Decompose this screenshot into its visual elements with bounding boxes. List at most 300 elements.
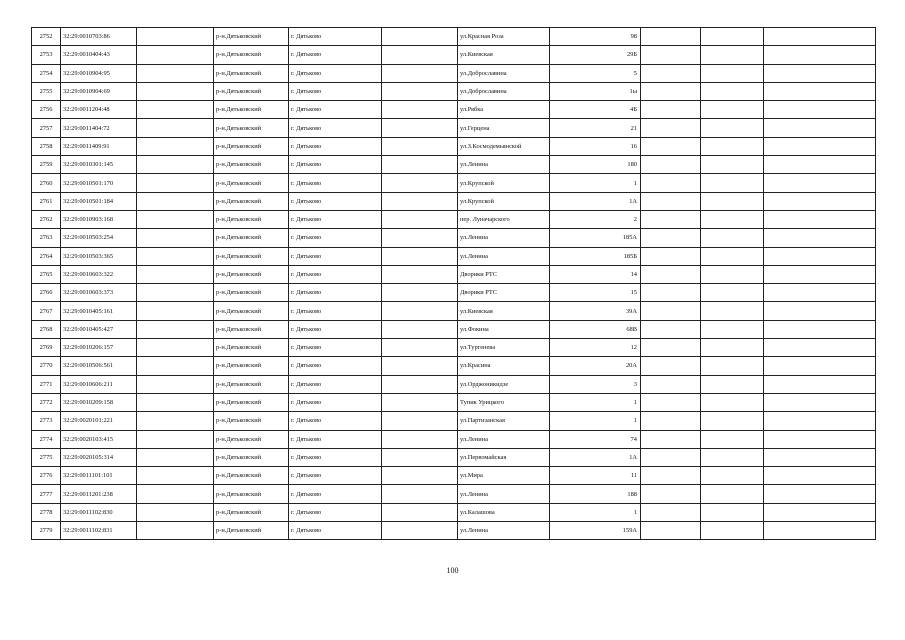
city-cell: г. Дятьково xyxy=(289,302,382,320)
city-cell: г. Дятьково xyxy=(289,448,382,466)
city-cell: г. Дятьково xyxy=(289,101,382,119)
house-number-cell: 29Б xyxy=(550,46,641,64)
empty-cell xyxy=(701,430,764,448)
empty-cell xyxy=(641,339,701,357)
empty-cell xyxy=(382,174,458,192)
empty-cell xyxy=(764,265,876,283)
empty-cell xyxy=(382,192,458,210)
empty-cell xyxy=(137,192,214,210)
empty-cell xyxy=(764,522,876,540)
empty-cell xyxy=(701,467,764,485)
empty-cell xyxy=(137,503,214,521)
empty-cell xyxy=(137,357,214,375)
house-number-cell: 3 xyxy=(550,375,641,393)
empty-cell xyxy=(641,101,701,119)
row-number-cell: 2762 xyxy=(32,210,61,228)
street-cell: ул.Рябка xyxy=(458,101,550,119)
empty-cell xyxy=(701,101,764,119)
city-cell: г. Дятьково xyxy=(289,174,382,192)
empty-cell xyxy=(764,101,876,119)
empty-cell xyxy=(701,156,764,174)
row-number-cell: 2758 xyxy=(32,137,61,155)
empty-cell xyxy=(701,503,764,521)
cadastral-number-cell: 32:29:0011102:831 xyxy=(61,522,137,540)
table-row xyxy=(32,284,876,302)
empty-cell xyxy=(701,375,764,393)
house-number-cell: 188 xyxy=(550,485,641,503)
empty-cell xyxy=(137,375,214,393)
empty-cell xyxy=(764,210,876,228)
empty-cell xyxy=(764,448,876,466)
city-cell: г. Дятьково xyxy=(289,375,382,393)
empty-cell xyxy=(701,46,764,64)
empty-cell xyxy=(641,375,701,393)
empty-cell xyxy=(701,64,764,82)
empty-cell xyxy=(641,522,701,540)
empty-cell xyxy=(137,448,214,466)
table-row xyxy=(32,375,876,393)
house-number-cell: 15 xyxy=(550,284,641,302)
district-cell: р-н.Дятьковский xyxy=(214,137,289,155)
street-cell: ул.Партизанская xyxy=(458,412,550,430)
cadastral-number-cell: 32:29:0010209:158 xyxy=(61,393,137,411)
house-number-cell: 12 xyxy=(550,339,641,357)
table-row xyxy=(32,64,876,82)
city-cell: г. Дятьково xyxy=(289,412,382,430)
empty-cell xyxy=(137,210,214,228)
empty-cell xyxy=(382,339,458,357)
house-number-cell: 11 xyxy=(550,467,641,485)
city-cell: г. Дятьково xyxy=(289,522,382,540)
empty-cell xyxy=(701,192,764,210)
empty-cell xyxy=(701,302,764,320)
cadastral-number-cell: 32:29:0020105:314 xyxy=(61,448,137,466)
empty-cell xyxy=(137,265,214,283)
city-cell: г. Дятьково xyxy=(289,284,382,302)
city-cell: г. Дятьково xyxy=(289,320,382,338)
table-row xyxy=(32,339,876,357)
cadastral-number-cell: 32:29:0010301:145 xyxy=(61,156,137,174)
table-row xyxy=(32,265,876,283)
district-cell: р-н.Дятьковский xyxy=(214,485,289,503)
street-cell: ул.Герцена xyxy=(458,119,550,137)
empty-cell xyxy=(641,430,701,448)
city-cell: г. Дятьково xyxy=(289,503,382,521)
city-cell: г. Дятьково xyxy=(289,247,382,265)
row-number-cell: 2753 xyxy=(32,46,61,64)
row-number-cell: 2755 xyxy=(32,82,61,100)
city-cell: г. Дятьково xyxy=(289,339,382,357)
city-cell: г. Дятьково xyxy=(289,156,382,174)
house-number-cell: 16 xyxy=(550,137,641,155)
empty-cell xyxy=(137,467,214,485)
street-cell: ул.Калашова xyxy=(458,503,550,521)
house-number-cell: 98 xyxy=(550,28,641,46)
empty-cell xyxy=(764,503,876,521)
cadastral-number-cell: 32:29:0010405:427 xyxy=(61,320,137,338)
row-number-cell: 2773 xyxy=(32,412,61,430)
empty-cell xyxy=(764,46,876,64)
table-row xyxy=(32,357,876,375)
empty-cell xyxy=(764,320,876,338)
house-number-cell: 1 xyxy=(550,174,641,192)
empty-cell xyxy=(137,64,214,82)
empty-cell xyxy=(641,137,701,155)
empty-cell xyxy=(641,302,701,320)
empty-cell xyxy=(382,357,458,375)
cadastral-number-cell: 32:29:0020101:221 xyxy=(61,412,137,430)
empty-cell xyxy=(701,82,764,100)
street-cell: ул.Киевская xyxy=(458,302,550,320)
row-number-cell: 2754 xyxy=(32,64,61,82)
table-row xyxy=(32,229,876,247)
street-cell: ул.Ленина xyxy=(458,522,550,540)
street-cell: ул.Красная Роза xyxy=(458,28,550,46)
street-cell: ул.Первомайская xyxy=(458,448,550,466)
table-row xyxy=(32,101,876,119)
empty-cell xyxy=(764,339,876,357)
row-number-cell: 2769 xyxy=(32,339,61,357)
table-row xyxy=(32,302,876,320)
table-row xyxy=(32,210,876,228)
house-number-cell: 68В xyxy=(550,320,641,338)
city-cell: г. Дятьково xyxy=(289,265,382,283)
empty-cell xyxy=(641,357,701,375)
empty-cell xyxy=(764,119,876,137)
cadastral-number-cell: 32:29:0010603:373 xyxy=(61,284,137,302)
house-number-cell: 2 xyxy=(550,210,641,228)
empty-cell xyxy=(382,229,458,247)
house-number-cell: 1А xyxy=(550,192,641,210)
empty-cell xyxy=(137,430,214,448)
empty-cell xyxy=(137,339,214,357)
row-number-cell: 2778 xyxy=(32,503,61,521)
empty-cell xyxy=(137,485,214,503)
row-number-cell: 2756 xyxy=(32,101,61,119)
district-cell: р-н.Дятьковский xyxy=(214,430,289,448)
district-cell: р-н.Дятьковский xyxy=(214,210,289,228)
district-cell: р-н.Дятьковский xyxy=(214,467,289,485)
cadastral-number-cell: 32:29:0011201:238 xyxy=(61,485,137,503)
street-cell: ул.З.Космодемьянской xyxy=(458,137,550,155)
city-cell: г. Дятьково xyxy=(289,64,382,82)
cadastral-number-cell: 32:29:0011102:830 xyxy=(61,503,137,521)
district-cell: р-н.Дятьковский xyxy=(214,522,289,540)
table-row xyxy=(32,485,876,503)
street-cell: ул.Доброславина xyxy=(458,64,550,82)
empty-cell xyxy=(764,82,876,100)
cadastral-number-cell: 32:29:0010501:184 xyxy=(61,192,137,210)
table-row xyxy=(32,82,876,100)
house-number-cell: 4Б xyxy=(550,101,641,119)
street-cell: ул.Тургенева xyxy=(458,339,550,357)
house-number-cell: 1А xyxy=(550,448,641,466)
empty-cell xyxy=(382,156,458,174)
empty-cell xyxy=(382,393,458,411)
street-cell: ул.Орджоникидзе xyxy=(458,375,550,393)
row-number-cell: 2763 xyxy=(32,229,61,247)
street-cell: ул.Фокина xyxy=(458,320,550,338)
cadastral-number-cell: 32:29:0010206:157 xyxy=(61,339,137,357)
empty-cell xyxy=(382,485,458,503)
cadastral-number-cell: 32:29:0010503:254 xyxy=(61,229,137,247)
empty-cell xyxy=(764,467,876,485)
empty-cell xyxy=(137,522,214,540)
house-number-cell: 21 xyxy=(550,119,641,137)
district-cell: р-н.Дятьковский xyxy=(214,119,289,137)
district-cell: р-н.Дятьковский xyxy=(214,412,289,430)
house-number-cell: 1 xyxy=(550,503,641,521)
table-row xyxy=(32,156,876,174)
street-cell: ул.Мира xyxy=(458,467,550,485)
table-row xyxy=(32,522,876,540)
row-number-cell: 2768 xyxy=(32,320,61,338)
cadastral-number-cell: 32:29:0020103:415 xyxy=(61,430,137,448)
district-cell: р-н.Дятьковский xyxy=(214,284,289,302)
empty-cell xyxy=(701,210,764,228)
empty-cell xyxy=(137,101,214,119)
house-number-cell: 74 xyxy=(550,430,641,448)
cadastral-number-cell: 32:29:0010503:365 xyxy=(61,247,137,265)
empty-cell xyxy=(137,393,214,411)
district-cell: р-н.Дятьковский xyxy=(214,82,289,100)
house-number-cell: 159А xyxy=(550,522,641,540)
empty-cell xyxy=(764,375,876,393)
empty-cell xyxy=(137,28,214,46)
empty-cell xyxy=(137,82,214,100)
cadastral-number-cell: 32:29:0010405:161 xyxy=(61,302,137,320)
empty-cell xyxy=(701,284,764,302)
empty-cell xyxy=(382,320,458,338)
empty-cell xyxy=(641,192,701,210)
city-cell: г. Дятьково xyxy=(289,430,382,448)
empty-cell xyxy=(641,503,701,521)
empty-cell xyxy=(641,229,701,247)
empty-cell xyxy=(382,64,458,82)
empty-cell xyxy=(641,448,701,466)
empty-cell xyxy=(137,174,214,192)
empty-cell xyxy=(701,522,764,540)
empty-cell xyxy=(382,46,458,64)
empty-cell xyxy=(764,28,876,46)
district-cell: р-н.Дятьковский xyxy=(214,247,289,265)
registry-table xyxy=(31,27,876,540)
empty-cell xyxy=(764,357,876,375)
empty-cell xyxy=(701,265,764,283)
house-number-cell: 180 xyxy=(550,156,641,174)
empty-cell xyxy=(641,265,701,283)
cadastral-number-cell: 32:29:0010904:69 xyxy=(61,82,137,100)
table-row xyxy=(32,412,876,430)
house-number-cell: 1ы xyxy=(550,82,641,100)
table-row xyxy=(32,320,876,338)
house-number-cell: 20А xyxy=(550,357,641,375)
row-number-cell: 2759 xyxy=(32,156,61,174)
cadastral-number-cell: 32:29:0010501:170 xyxy=(61,174,137,192)
cadastral-number-cell: 32:29:0011101:101 xyxy=(61,467,137,485)
street-cell: ул.Ленина xyxy=(458,430,550,448)
empty-cell xyxy=(382,284,458,302)
empty-cell xyxy=(137,412,214,430)
table-row xyxy=(32,137,876,155)
empty-cell xyxy=(641,284,701,302)
empty-cell xyxy=(382,448,458,466)
empty-cell xyxy=(641,28,701,46)
empty-cell xyxy=(701,448,764,466)
house-number-cell: 185А xyxy=(550,229,641,247)
empty-cell xyxy=(641,485,701,503)
table-row xyxy=(32,467,876,485)
street-cell: ул.Ленина xyxy=(458,247,550,265)
street-cell: ул.Крупской xyxy=(458,174,550,192)
empty-cell xyxy=(764,137,876,155)
district-cell: р-н.Дятьковский xyxy=(214,393,289,411)
empty-cell xyxy=(641,64,701,82)
empty-cell xyxy=(641,247,701,265)
cadastral-number-cell: 32:29:0010703:86 xyxy=(61,28,137,46)
empty-cell xyxy=(764,247,876,265)
district-cell: р-н.Дятьковский xyxy=(214,357,289,375)
house-number-cell: 1 xyxy=(550,393,641,411)
empty-cell xyxy=(764,284,876,302)
district-cell: р-н.Дятьковский xyxy=(214,101,289,119)
empty-cell xyxy=(764,156,876,174)
empty-cell xyxy=(764,192,876,210)
district-cell: р-н.Дятьковский xyxy=(214,192,289,210)
district-cell: р-н.Дятьковский xyxy=(214,265,289,283)
empty-cell xyxy=(764,412,876,430)
row-number-cell: 2757 xyxy=(32,119,61,137)
empty-cell xyxy=(137,320,214,338)
district-cell: р-н.Дятьковский xyxy=(214,229,289,247)
cadastral-number-cell: 32:29:0010606:211 xyxy=(61,375,137,393)
empty-cell xyxy=(382,247,458,265)
district-cell: р-н.Дятьковский xyxy=(214,174,289,192)
row-number-cell: 2761 xyxy=(32,192,61,210)
row-number-cell: 2760 xyxy=(32,174,61,192)
cadastral-number-cell: 32:29:0010903:168 xyxy=(61,210,137,228)
empty-cell xyxy=(764,229,876,247)
empty-cell xyxy=(641,82,701,100)
cadastral-number-cell: 32:29:0010506:561 xyxy=(61,357,137,375)
empty-cell xyxy=(764,302,876,320)
district-cell: р-н.Дятьковский xyxy=(214,46,289,64)
district-cell: р-н.Дятьковский xyxy=(214,448,289,466)
empty-cell xyxy=(764,64,876,82)
street-cell: ул.Ленина xyxy=(458,229,550,247)
empty-cell xyxy=(382,210,458,228)
row-number-cell: 2752 xyxy=(32,28,61,46)
empty-cell xyxy=(641,320,701,338)
table-row xyxy=(32,393,876,411)
empty-cell xyxy=(382,467,458,485)
house-number-cell: 1 xyxy=(550,412,641,430)
empty-cell xyxy=(137,284,214,302)
empty-cell xyxy=(137,156,214,174)
empty-cell xyxy=(382,430,458,448)
empty-cell xyxy=(382,375,458,393)
table-row xyxy=(32,174,876,192)
empty-cell xyxy=(764,430,876,448)
row-number-cell: 2766 xyxy=(32,284,61,302)
empty-cell xyxy=(382,412,458,430)
street-cell: ул.Киевская xyxy=(458,46,550,64)
row-number-cell: 2765 xyxy=(32,265,61,283)
table-row xyxy=(32,28,876,46)
table-row xyxy=(32,192,876,210)
row-number-cell: 2770 xyxy=(32,357,61,375)
empty-cell xyxy=(382,101,458,119)
district-cell: р-н.Дятьковский xyxy=(214,503,289,521)
cadastral-number-cell: 32:29:0010603:322 xyxy=(61,265,137,283)
city-cell: г. Дятьково xyxy=(289,192,382,210)
empty-cell xyxy=(701,137,764,155)
table-row xyxy=(32,119,876,137)
table-row xyxy=(32,430,876,448)
cadastral-number-cell: 32:29:0011409:91 xyxy=(61,137,137,155)
city-cell: г. Дятьково xyxy=(289,393,382,411)
city-cell: г. Дятьково xyxy=(289,28,382,46)
city-cell: г. Дятьково xyxy=(289,82,382,100)
street-cell: пер. Луначарского xyxy=(458,210,550,228)
table-row xyxy=(32,503,876,521)
empty-cell xyxy=(137,137,214,155)
empty-cell xyxy=(137,229,214,247)
district-cell: р-н.Дятьковский xyxy=(214,339,289,357)
empty-cell xyxy=(382,265,458,283)
empty-cell xyxy=(382,503,458,521)
empty-cell xyxy=(641,467,701,485)
row-number-cell: 2764 xyxy=(32,247,61,265)
house-number-cell: 185Б xyxy=(550,247,641,265)
house-number-cell: 5 xyxy=(550,64,641,82)
empty-cell xyxy=(764,485,876,503)
street-cell: ул.Крупской xyxy=(458,192,550,210)
cadastral-number-cell: 32:29:0011204:48 xyxy=(61,101,137,119)
street-cell: ул.Ленина xyxy=(458,485,550,503)
city-cell: г. Дятьково xyxy=(289,485,382,503)
street-cell: ул.Красина xyxy=(458,357,550,375)
district-cell: р-н.Дятьковский xyxy=(214,64,289,82)
city-cell: г. Дятьково xyxy=(289,119,382,137)
empty-cell xyxy=(641,412,701,430)
row-number-cell: 2776 xyxy=(32,467,61,485)
street-cell: ул.Доброславина xyxy=(458,82,550,100)
empty-cell xyxy=(641,393,701,411)
district-cell: р-н.Дятьковский xyxy=(214,375,289,393)
row-number-cell: 2772 xyxy=(32,393,61,411)
city-cell: г. Дятьково xyxy=(289,137,382,155)
city-cell: г. Дятьково xyxy=(289,229,382,247)
empty-cell xyxy=(701,393,764,411)
house-number-cell: 39А xyxy=(550,302,641,320)
row-number-cell: 2771 xyxy=(32,375,61,393)
empty-cell xyxy=(764,174,876,192)
district-cell: р-н.Дятьковский xyxy=(214,302,289,320)
district-cell: р-н.Дятьковский xyxy=(214,156,289,174)
empty-cell xyxy=(701,174,764,192)
street-cell: Дворики РТС xyxy=(458,265,550,283)
empty-cell xyxy=(641,210,701,228)
table-row xyxy=(32,46,876,64)
empty-cell xyxy=(701,119,764,137)
table-body xyxy=(32,28,876,540)
empty-cell xyxy=(382,82,458,100)
cadastral-number-cell: 32:29:0010904:95 xyxy=(61,64,137,82)
empty-cell xyxy=(382,302,458,320)
street-cell: Тупик Урицкого xyxy=(458,393,550,411)
empty-cell xyxy=(701,357,764,375)
